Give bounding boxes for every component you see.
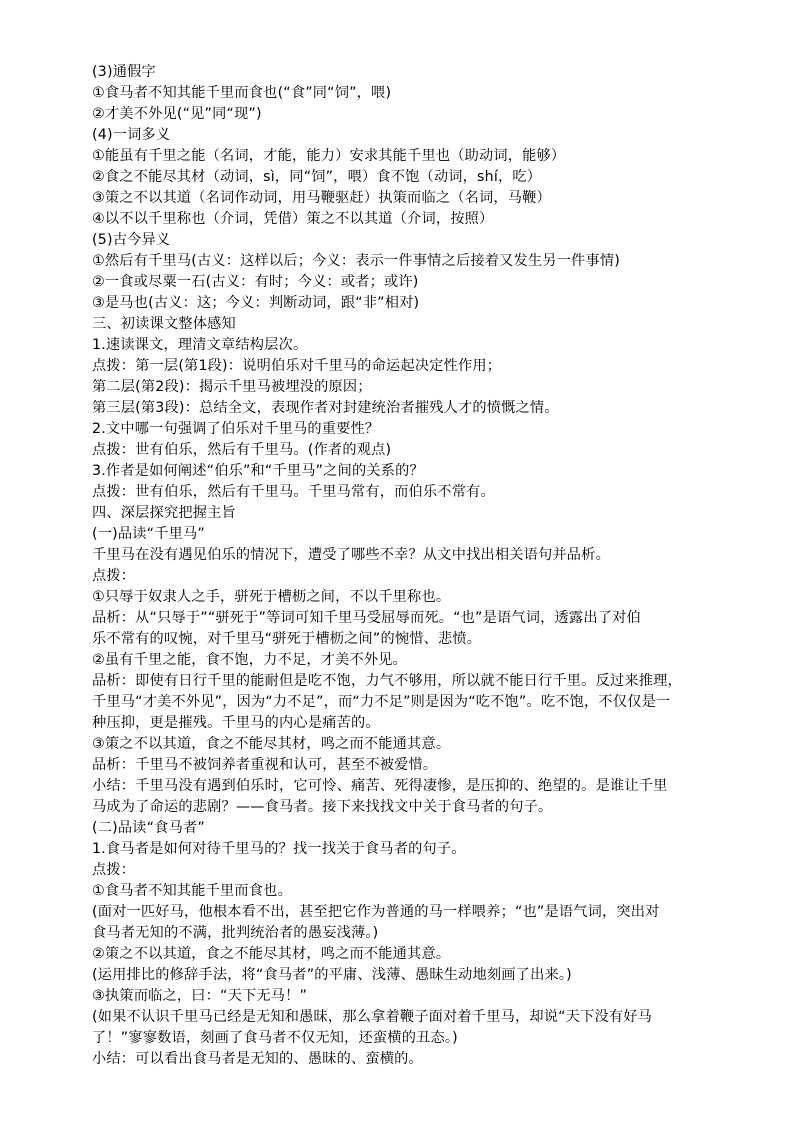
subheading-shimazhe: (二)品读“食马者” bbox=[92, 820, 205, 836]
text-line: 小结：可以看出食马者是无知的、愚昧的、蛮横的。 bbox=[92, 1051, 423, 1067]
question-line: 2.文中哪一句强调了伯乐对千里马的重要性？ bbox=[92, 421, 380, 437]
question-line: 1.速读课文，理清文章结构层次。 bbox=[92, 337, 308, 353]
heading-gujinyiyi: (5)古今异义 bbox=[92, 232, 171, 248]
text-line: ③是马也(古义：这；今义：判断动词，跟“非”相对) bbox=[92, 295, 420, 311]
text-line: ④以不以千里称也（介词，凭借）策之不以其道（介词，按照） bbox=[92, 211, 494, 227]
text-line: 千里马“才美不外见”，因为“力不足”，而“力不足”则是因为“吃不饱”。吃不饱，不仅仅是一 bbox=[92, 694, 671, 710]
text-line: 品析：千里马不被饲养者重视和认可，甚至不被爱惜。 bbox=[92, 757, 438, 773]
text-line: ②才美不外见(“见”同“现”) bbox=[92, 106, 262, 122]
text-line: 马成为了命运的悲剧？——食马者。接下来找找文中关于食马者的句子。 bbox=[92, 799, 553, 815]
text-line: 品析：从“只辱于”“骈死于”等词可知千里马受屈辱而死。“也”是语气词，透露出了对伯 bbox=[92, 610, 641, 626]
text-line: ③执策而临之，曰：“天下无马！” bbox=[92, 988, 308, 1004]
text-line: ①然后有千里马(古义：这样以后；今义：表示一件事情之后接着又发生另一件事情) bbox=[92, 253, 620, 269]
question-line: 3.作者是如何阐述“伯乐”和“千里马”之间的关系的？ bbox=[92, 463, 424, 479]
text-line: ②策之不以其道，食之不能尽其材，鸣之而不能通其意。 bbox=[92, 946, 451, 962]
text-line: ①只辱于奴隶人之手，骈死于槽枥之间，不以千里称也。 bbox=[92, 589, 451, 605]
text-line: 品析：即使有日行千里的能耐但是吃不饱，力气不够用，所以就不能日行千里。反过来推理， bbox=[92, 673, 682, 689]
text-line: 小结：千里马没有遇到伯乐时，它可怜、痛苦、死得凄惨，是压抑的、绝望的。是谁让千里 bbox=[92, 778, 668, 794]
text-line: ①食马者不知其能千里而食也(“食”同“饲”，喂) bbox=[92, 85, 392, 101]
text-line: (如果不认识千里马已经是无知和愚昧，那么拿着鞭子面对着千里马，却说“天下没有好马 bbox=[92, 1009, 653, 1025]
text-line: 点拨： bbox=[92, 568, 136, 584]
text-line: (面对一匹好马，他根本看不出，甚至把它作为普通的马一样喂养；“也”是语气词，突出对 bbox=[92, 904, 660, 920]
section-heading-4: 四、深层探究把握主旨 bbox=[92, 505, 236, 521]
question-line: 1.食马者是如何对待千里马的？找一找关于食马者的句子。 bbox=[92, 841, 466, 857]
text-line: 点拨：第一层(第1段)：说明伯乐对千里马的命运起决定性作用； bbox=[92, 358, 502, 374]
text-line: 点拨： bbox=[92, 862, 136, 878]
text-line: 了！”寥寥数语，刻画了食马者不仅无知，还蛮横的丑态。) bbox=[92, 1030, 458, 1046]
text-line: ①食马者不知其能千里而食也。 bbox=[92, 883, 292, 899]
text-line: ②一食或尽粟一石(古义：有时；今义：或者；或许) bbox=[92, 274, 419, 290]
text-line: 第三层(第3段)：总结全文，表现作者对封建统治者摧残人才的愤慨之情。 bbox=[92, 400, 559, 416]
text-line: 乐不常有的叹惋，对千里马“骈死于槽枥之间”的惋惜、悲愤。 bbox=[92, 631, 482, 647]
text-line: ①能虽有千里之能（名词，才能，能力）安求其能千里也（助动词，能够） bbox=[92, 148, 566, 164]
text-line: 点拨：世有伯乐，然后有千里马。(作者的观点) bbox=[92, 442, 392, 458]
text-line: ③策之不以其道（名词作动词，用马鞭驱赶）执策而临之（名词，马鞭） bbox=[92, 190, 551, 206]
text-line: 第二层(第2段)：揭示千里马被埋没的原因； bbox=[92, 379, 372, 395]
text-line: 种压抑，更是摧残。千里马的内心是痛苦的。 bbox=[92, 715, 380, 731]
text-line: ③策之不以其道，食之不能尽其材，鸣之而不能通其意。 bbox=[92, 736, 451, 752]
heading-yiciduoyi: (4)一词多义 bbox=[92, 127, 171, 143]
text-line: (运用排比的修辞手法，将“食马者”的平庸、浅薄、愚昧生动地刻画了出来。) bbox=[92, 967, 572, 983]
question-line: 千里马在没有遇见伯乐的情况下，遭受了哪些不幸？从文中找出相关语句并品析。 bbox=[92, 547, 610, 563]
text-line: 食马者无知的不满，批判统治者的愚妄浅薄。) bbox=[92, 925, 379, 941]
subheading-qianlima: (一)品读“千里马” bbox=[92, 526, 205, 542]
heading-tongjiazi: (3)通假字 bbox=[92, 64, 156, 80]
text-line: ②食之不能尽其材（动词，sì，同“饲”，喂）食不饱（动词，shí，吃） bbox=[92, 169, 542, 185]
text-line: ②虽有千里之能，食不饱，力不足，才美不外见。 bbox=[92, 652, 408, 668]
text-line: 点拨：世有伯乐，然后有千里马。千里马常有，而伯乐不常有。 bbox=[92, 484, 495, 500]
section-heading-3: 三、初读课文整体感知 bbox=[92, 316, 236, 332]
